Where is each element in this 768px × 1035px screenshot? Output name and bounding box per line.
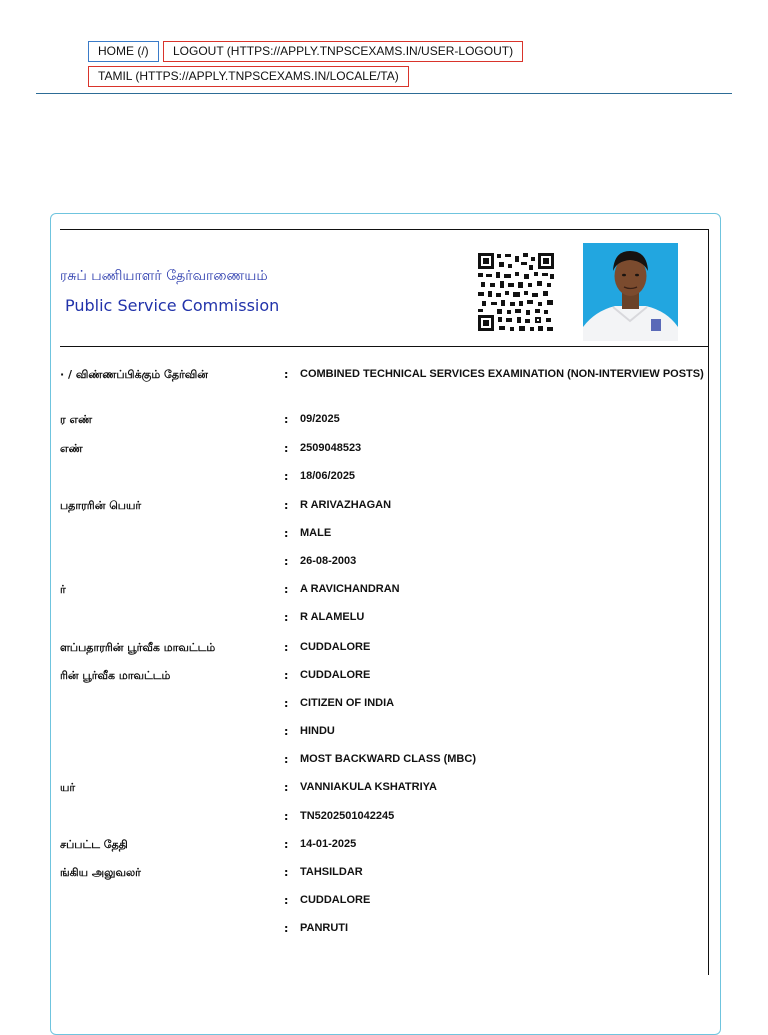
header-divider (36, 93, 732, 94)
detail-separator: : (284, 527, 289, 540)
detail-separator: : (284, 413, 289, 426)
detail-separator: : (284, 611, 289, 624)
detail-row (60, 583, 700, 601)
detail-separator: : (284, 725, 289, 738)
detail-separator: : (284, 499, 289, 512)
detail-value: VANNIAKULA KSHATRIYA (300, 781, 437, 793)
detail-value: COMBINED TECHNICAL SERVICES EXAMINATION (NON-INTERVIEW POSTS) (300, 368, 704, 380)
detail-value: HINDU (300, 725, 335, 737)
detail-row (60, 697, 700, 715)
detail-separator: : (284, 753, 289, 766)
detail-value: CITIZEN OF INDIA (300, 697, 395, 709)
application-document (60, 229, 709, 975)
detail-row (60, 866, 700, 884)
detail-row (60, 641, 700, 659)
detail-row (60, 838, 700, 856)
detail-row (60, 470, 700, 488)
detail-value: TAHSILDAR (300, 866, 363, 878)
detail-row (60, 413, 700, 431)
detail-label: ங்கிய அலுவலர் (60, 866, 141, 879)
qr-code-icon (477, 252, 555, 332)
detail-row (60, 368, 704, 386)
detail-separator: : (284, 697, 289, 710)
detail-label: ர் (60, 583, 66, 596)
detail-value: MOST BACKWARD CLASS (MBC) (300, 753, 476, 765)
detail-row (60, 922, 700, 940)
detail-separator: : (284, 555, 289, 568)
detail-separator: : (284, 922, 289, 935)
detail-value: PANRUTI (300, 922, 349, 934)
detail-label: ர எண் (60, 413, 93, 426)
detail-value: R ALAMELU (300, 611, 365, 623)
applicant-photo (583, 243, 678, 341)
detail-value: CUDDALORE (300, 894, 371, 906)
detail-row (60, 499, 700, 517)
detail-value: R ARIVAZHAGAN (300, 499, 392, 511)
home-link[interactable]: HOME (/) (88, 41, 159, 62)
detail-row (60, 442, 700, 460)
detail-separator: : (284, 781, 289, 794)
detail-row (60, 725, 700, 743)
detail-separator: : (284, 470, 289, 483)
detail-label: ரின் பூர்வீக மாவட்டம் (60, 669, 171, 682)
detail-row (60, 781, 700, 799)
detail-row (60, 669, 700, 687)
detail-separator: : (284, 894, 289, 907)
detail-separator: : (284, 583, 289, 596)
detail-separator: : (284, 810, 289, 823)
detail-label: யர் (60, 781, 76, 794)
detail-row (60, 810, 700, 828)
detail-value: 2509048523 (300, 442, 362, 454)
detail-label: ளப்பதாரரின் பூர்வீக மாவட்டம் (60, 641, 216, 654)
detail-separator: : (284, 368, 289, 381)
detail-label: எண் (60, 442, 83, 455)
detail-row (60, 555, 700, 573)
detail-value: MALE (300, 527, 332, 539)
detail-separator: : (284, 442, 289, 455)
detail-value: 09/2025 (300, 413, 340, 425)
detail-label: · / விண்ணப்பிக்கும் தேர்வின் (60, 368, 208, 381)
detail-value: 26-08-2003 (300, 555, 357, 567)
detail-row (60, 611, 700, 629)
org-name-english: Public Service Commission (65, 296, 280, 315)
detail-label: சப்பட்ட தேதி (60, 838, 128, 851)
tamil-locale-link[interactable]: TAMIL (HTTPS://APPLY.TNPSCEXAMS.IN/LOCALE/TA) (88, 66, 409, 87)
detail-row (60, 894, 700, 912)
detail-separator: : (284, 838, 289, 851)
detail-value: CUDDALORE (300, 669, 371, 681)
detail-value: TN5202501042245 (300, 810, 395, 822)
detail-value: 18/06/2025 (300, 470, 356, 482)
logout-link[interactable]: LOGOUT (HTTPS://APPLY.TNPSCEXAMS.IN/USER-LOGOUT) (163, 41, 523, 62)
detail-row (60, 753, 700, 771)
detail-separator: : (284, 669, 289, 682)
org-name-tamil: ரசுப் பணியாளர் தேர்வாணையம் (60, 268, 268, 284)
detail-value: 14-01-2025 (300, 838, 357, 850)
detail-separator: : (284, 866, 289, 879)
detail-row (60, 527, 700, 545)
detail-value: A RAVICHANDRAN (300, 583, 400, 595)
detail-value: CUDDALORE (300, 641, 371, 653)
detail-label: பதாரரின் பெயர் (60, 499, 142, 512)
detail-separator: : (284, 641, 289, 654)
header-rule (60, 346, 708, 347)
